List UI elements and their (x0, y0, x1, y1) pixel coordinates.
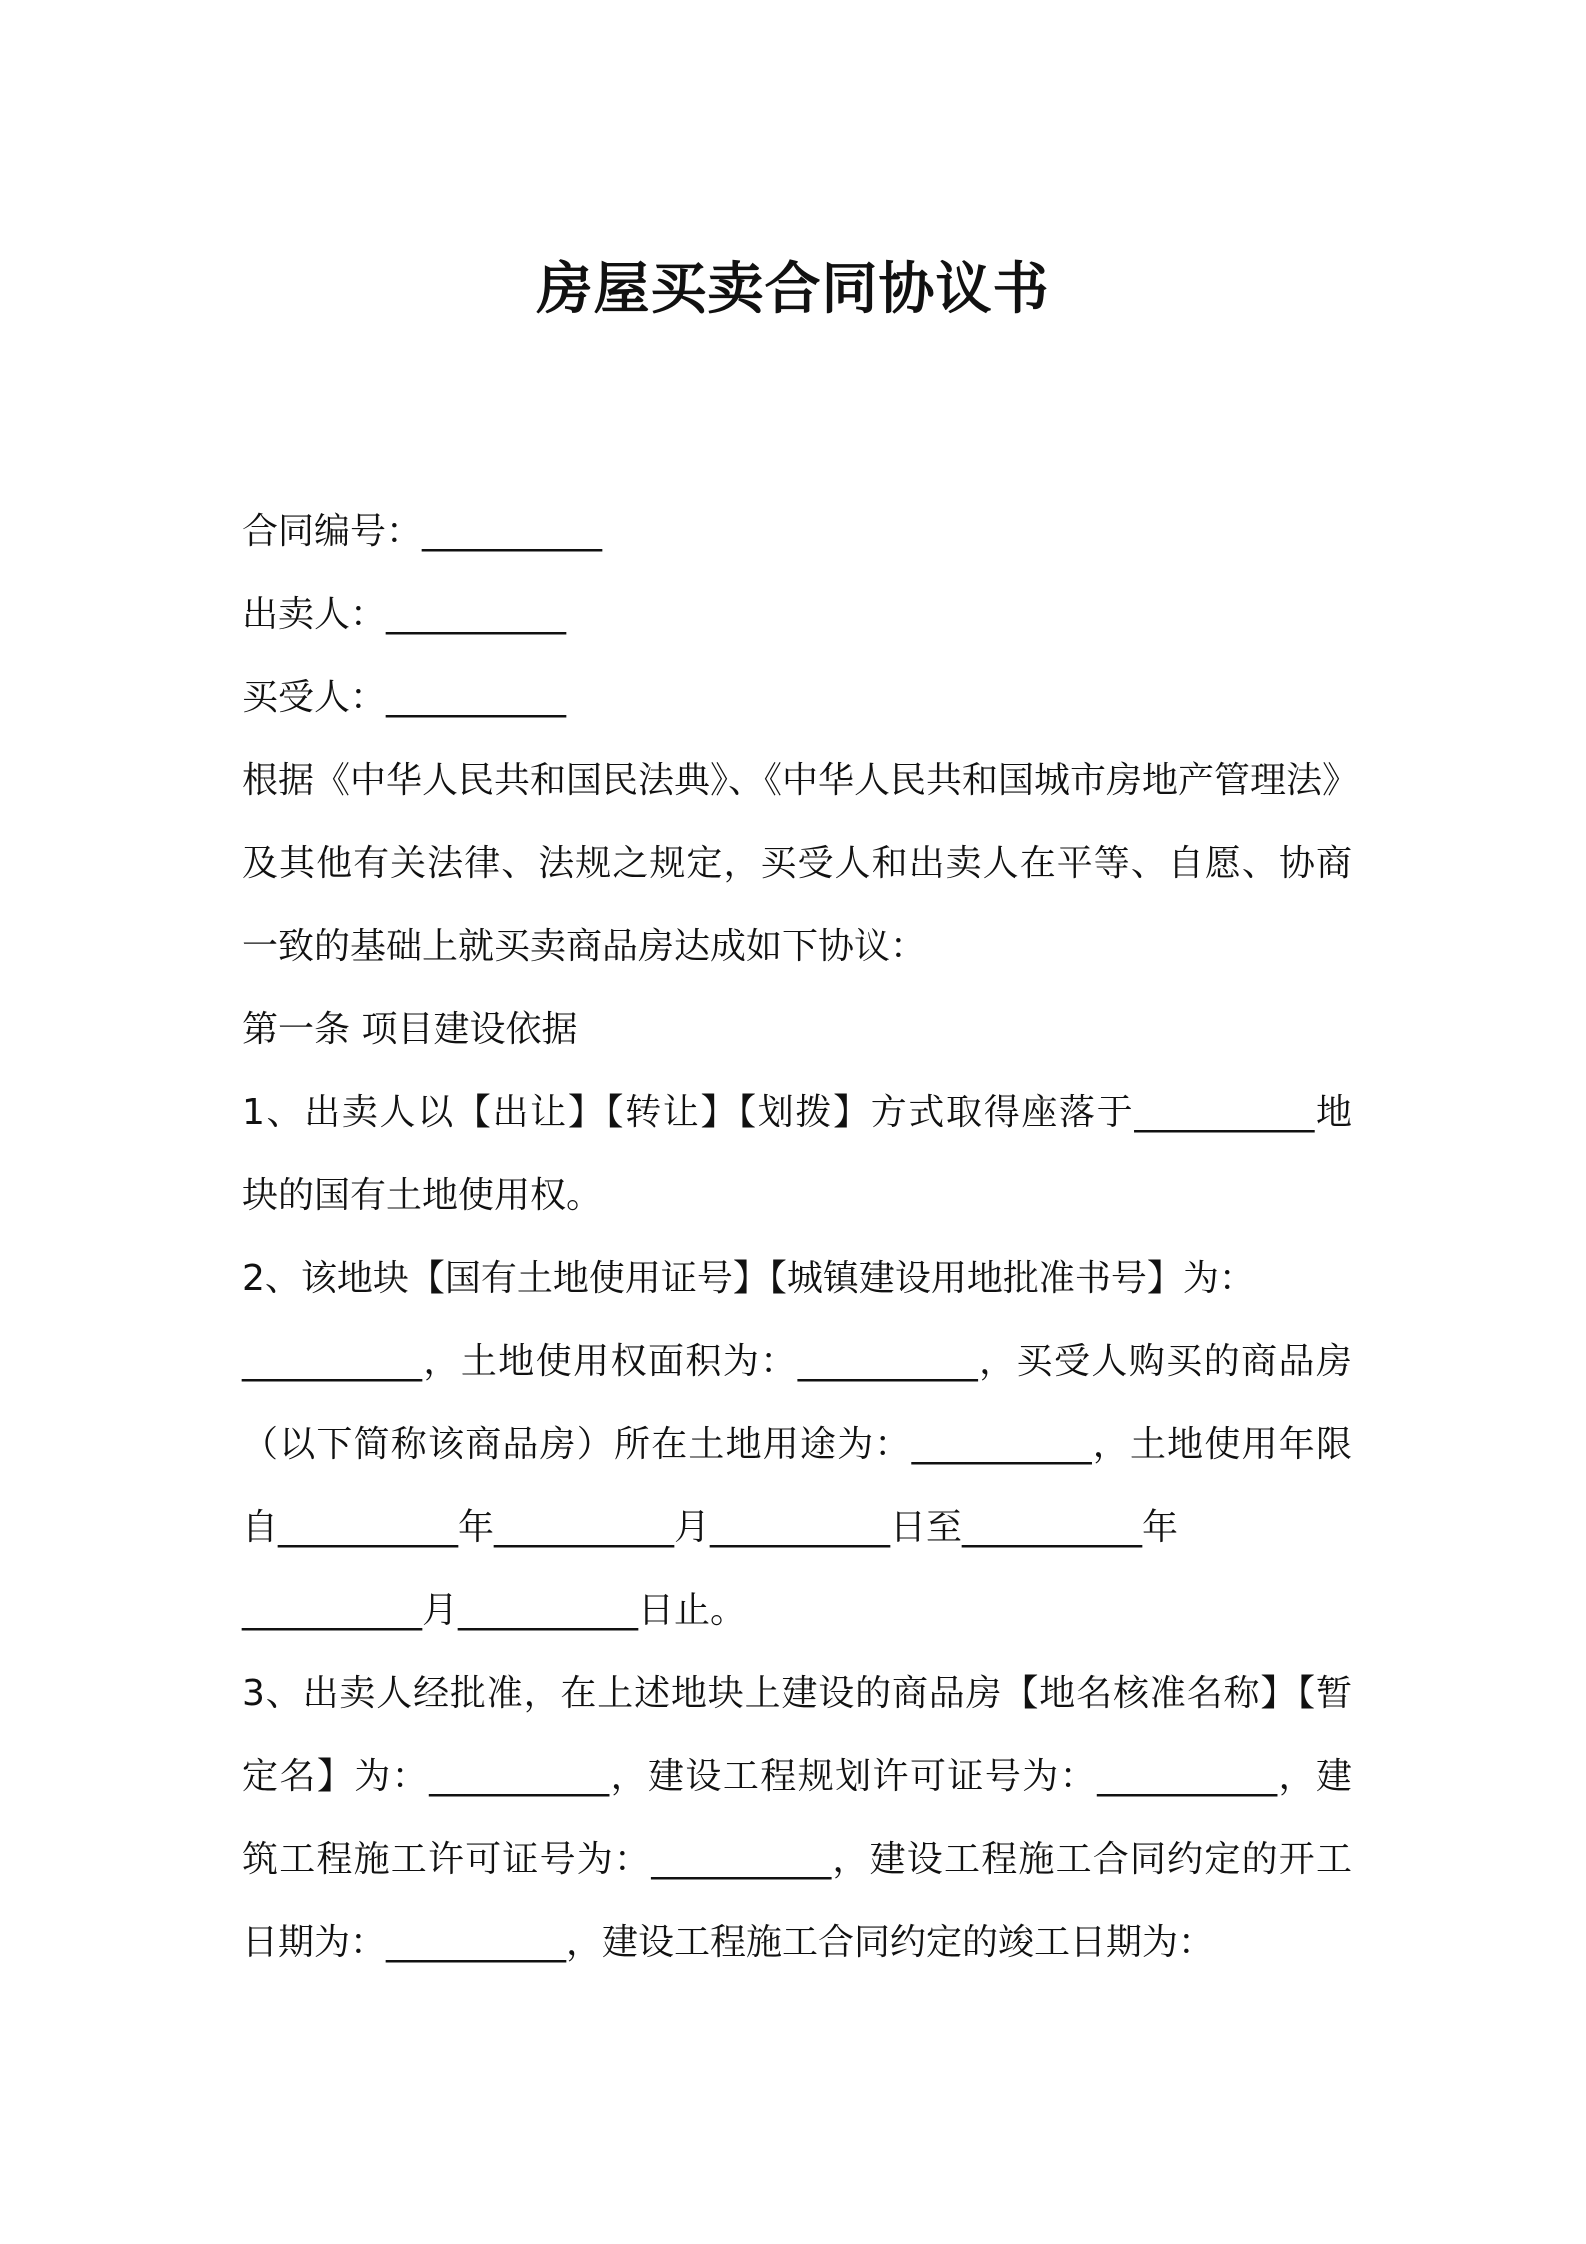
paragraph-line: 2、该地块【国有土地使用证号】【城镇建设用地批准书号】为： (242, 1258, 1255, 1299)
paragraph-line: 一致的基础上就买卖商品房达成如下协议： (242, 926, 927, 967)
paragraph-line: 及其他有关法律、法规之规定，买受人和出卖人在平等、自愿、协商 (242, 843, 1352, 884)
paragraph-line: 块的国有土地使用权。 (242, 1175, 603, 1216)
paragraph-line: 1、出卖人以【出让】【转让】【划拨】方式取得座落于__________地 (242, 1092, 1352, 1133)
document-title: 房屋买卖合同协议书 (536, 257, 1050, 322)
contract-number-line: 合同编号：__________ (242, 511, 603, 552)
paragraph-line: __________月__________日止。 (242, 1590, 747, 1631)
seller-line: 出卖人：__________ (242, 594, 567, 635)
paragraph-line: 根据《中华人民共和国民法典》、《中华人民共和国城市房地产管理法》 (242, 760, 1359, 801)
paragraph-line: 筑工程施工许可证号为：__________，建设工程施工合同约定的开工 (242, 1839, 1352, 1880)
paragraph-line: 3、出卖人经批准，在上述地块上建设的商品房【地名核准名称】【暂 (242, 1673, 1352, 1714)
buyer-line: 买受人：__________ (242, 677, 567, 718)
document-body (242, 490, 1359, 1984)
article-heading: 第一条 项目建设依据 (242, 1009, 578, 1050)
paragraph-line: __________，土地使用权面积为：__________，买受人购买的商品房 (242, 1341, 1352, 1382)
paragraph-line: 定名】为：__________，建设工程规划许可证号为：__________，建 (242, 1756, 1352, 1797)
paragraph-line: 自__________年__________月__________日至__________年 (242, 1507, 1178, 1548)
paragraph-line: 日期为：__________，建设工程施工合同约定的竣工日期为： (242, 1922, 1215, 1963)
paragraph-line: （以下简称该商品房）所在土地用途为：__________，土地使用年限 (242, 1424, 1352, 1465)
